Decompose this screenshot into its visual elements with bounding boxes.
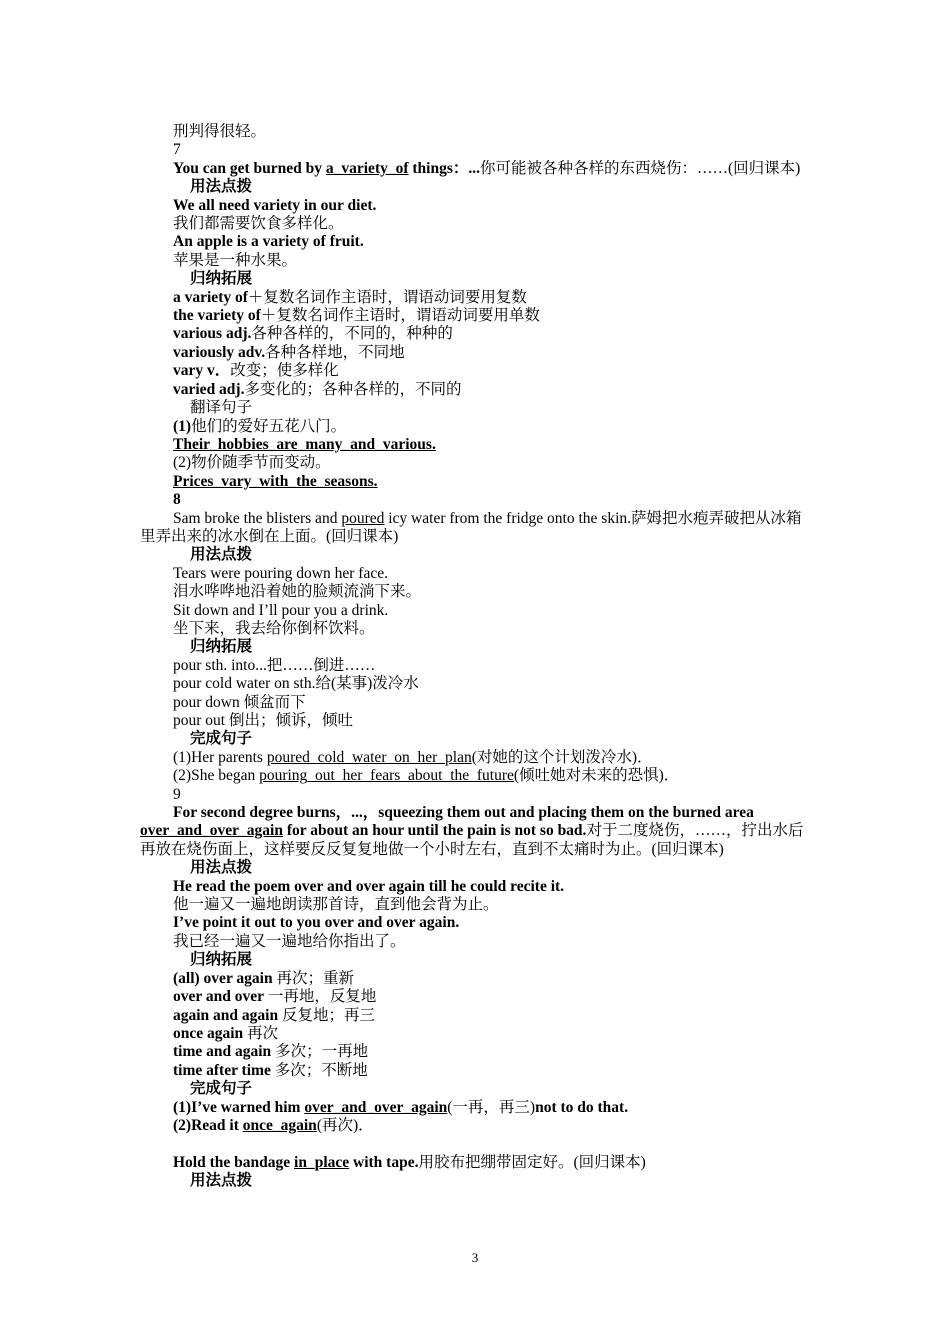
summary-item [140, 1062, 812, 1080]
exercise-answer: Their_hobbies_are_many_and_various. [173, 435, 436, 453]
key-phrase: poured [341, 509, 385, 527]
exercise-text: 他们的爱好五花八门。 [191, 417, 347, 435]
section-heading-usage: 用法点拨 [190, 859, 253, 877]
summary-meaning: 多次；一再地 [271, 1043, 369, 1061]
summary-item [140, 289, 812, 307]
summary-item [140, 307, 812, 325]
exercise-answer: Prices_vary_with_the_seasons. [173, 472, 378, 490]
summary-meaning: 各种各样地，不同地 [265, 343, 405, 361]
sentence-part: For second degree burns，...，squeezing them out and placing them on the burned area [173, 804, 754, 822]
example-sentence: Tears were pouring down her face. [173, 564, 388, 582]
sentence-part: You can get burned by [173, 159, 326, 177]
exercise-item [140, 767, 812, 785]
sentence-part: with tape. [349, 1153, 419, 1171]
key-sentence [140, 510, 812, 547]
example-translation: 苹果是一种水果。 [173, 251, 298, 269]
summary-term: over and over [173, 988, 264, 1006]
exercise-prompt [140, 454, 812, 472]
blank-line [140, 1135, 812, 1153]
sentence-part: for about an hour until the pain is not so bad. [282, 822, 587, 840]
exercise-text: (2)Read it [173, 1116, 243, 1134]
exercise-prompt [140, 418, 812, 436]
key-sentence [140, 804, 812, 859]
summary-item [140, 381, 812, 399]
exercise-hint: (一再，再三) [447, 1098, 536, 1116]
example-sentence: An apple is a variety of fruit. [173, 233, 364, 251]
key-phrase: over_and_over_again [140, 822, 283, 840]
example-sentence: I’ve point it out to you over and over again. [173, 914, 460, 932]
summary-item [140, 988, 812, 1006]
summary-term: once again [173, 1024, 244, 1042]
summary-term: a variety of [173, 288, 248, 306]
summary-term: the variety of [173, 307, 261, 325]
summary-meaning: ＋复数名词作主语时，谓语动词要用单数 [260, 307, 540, 325]
summary-term: (all) over again [173, 969, 273, 987]
summary-term: various adj. [173, 325, 252, 343]
sentence-part: things：... [408, 159, 481, 177]
example-sentence: Sit down and I’ll pour you a drink. [173, 601, 389, 619]
sentence-translation: 萨姆把水疱弄破把从冰箱里弄出来的冰水倒在上面。(回归课本) [140, 509, 802, 545]
example-translation: 我已经一遍又一遍地给你指出了。 [173, 932, 406, 950]
text-line: 刑判得很轻。 [173, 123, 267, 140]
section-heading-summary: 归纳拓展 [190, 638, 253, 656]
key-sentence [140, 1154, 812, 1172]
exercise-answer: once_again [242, 1116, 317, 1134]
summary-item [140, 1043, 812, 1061]
summary-term: vary v． [173, 362, 231, 380]
exercise-hint: (倾吐她对未来的恐惧)． [513, 767, 680, 785]
sentence-translation: 你可能被各种各样的东西烧伤：……(回归课本) [480, 159, 801, 177]
summary-item [140, 1025, 812, 1043]
example-translation: 泪水哗哗地沿着她的脸颊流淌下来。 [173, 583, 422, 601]
section-heading-complete: 完成句子 [190, 730, 253, 748]
summary-meaning: 改变；使多样化 [230, 362, 339, 380]
exercise-hint: (对她的这个计划泼冷水)． [471, 748, 653, 766]
summary-item [140, 362, 812, 380]
section-heading-summary: 归纳拓展 [190, 951, 253, 969]
item-number: 8 [173, 491, 181, 509]
summary-item: pour cold water on sth.给(某事)泼冷水 [173, 675, 419, 693]
summary-term: time and again [173, 1043, 272, 1061]
section-heading-usage: 用法点拨 [190, 546, 253, 564]
summary-item: pour down 倾盆而下 [173, 693, 306, 711]
summary-meaning: 再次 [243, 1024, 279, 1042]
exercise-text: (1)I’ve warned him [173, 1098, 305, 1116]
item-number: 9 [173, 785, 181, 803]
exercise-hint: (再次)． [316, 1116, 374, 1134]
exercise-answer: over_and_over_again [304, 1098, 448, 1116]
summary-meaning: 再次；重新 [272, 969, 354, 987]
summary-item [140, 970, 812, 988]
section-heading-summary: 归纳拓展 [190, 270, 253, 288]
summary-item [140, 1007, 812, 1025]
section-heading-translate: 翻译句子 [190, 399, 253, 417]
summary-meaning: 反复地；再三 [278, 1006, 375, 1024]
exercise-text: 物价随季节而变动。 [191, 454, 331, 472]
example-translation: 坐下来，我去给你倒杯饮料。 [173, 619, 375, 637]
sentence-part: Sam broke the blisters and [173, 509, 342, 527]
summary-meaning: 多变化的；各种各样的，不同的 [244, 380, 462, 398]
example-translation: 他一遍又一遍地朗读那首诗，直到他会背为止。 [173, 896, 499, 914]
sentence-part: icy water from the fridge onto the skin. [384, 509, 632, 527]
summary-meaning: 多次；不断地 [270, 1061, 368, 1079]
sentence-translation: 对于二度烧伤，……，拧出水后再放在烧伤面上，这样要反反复复地做一个小时左右，直到不太痛时为止。(回归课本) [140, 822, 804, 858]
example-sentence: He read the poem over and over again till he could recite it. [173, 877, 565, 895]
summary-item: pour sth. into...把……倒进…… [173, 656, 376, 674]
summary-term: variously adv. [173, 343, 266, 361]
summary-meaning: 各种各样的，不同的，种种的 [251, 325, 453, 343]
section-heading-usage: 用法点拨 [190, 1172, 253, 1190]
key-phrase: in_place [294, 1153, 350, 1171]
exercise-number: (2) [173, 454, 192, 472]
summary-meaning: 一再地，反复地 [263, 988, 377, 1006]
example-translation: 我们都需要饮食多样化。 [173, 215, 344, 233]
exercise-item [140, 1117, 812, 1135]
key-sentence [140, 160, 812, 178]
sentence-translation: 用胶布把绷带固定好。(回归课本) [418, 1153, 646, 1171]
example-sentence: We all need variety in our diet. [173, 196, 377, 214]
summary-term: again and again [173, 1006, 279, 1024]
item-number: 7 [173, 141, 181, 159]
summary-meaning: ＋复数名词作主语时，谓语动词要用复数 [247, 288, 527, 306]
exercise-number: (1) [173, 417, 192, 435]
key-phrase: a_variety_of [325, 159, 409, 177]
summary-term: time after time [173, 1061, 271, 1079]
exercise-item [140, 749, 812, 767]
exercise-answer: pouring_out_her_fears_about_the_future [259, 767, 514, 785]
summary-item: pour out 倒出；倾诉，倾吐 [173, 712, 353, 729]
page-content [140, 123, 812, 1191]
section-heading-usage: 用法点拨 [190, 178, 253, 196]
exercise-text: (1)Her parents [173, 748, 267, 766]
exercise-text: (2)She began [173, 767, 260, 785]
sentence-part: Hold the bandage [173, 1153, 295, 1171]
exercise-answer: poured_cold_water_on_her_plan [266, 748, 472, 766]
exercise-item [140, 1099, 812, 1117]
exercise-text: not to do that. [535, 1098, 629, 1116]
page-number: 3 [471, 1250, 479, 1265]
section-heading-complete: 完成句子 [190, 1080, 253, 1098]
summary-item [140, 344, 812, 362]
summary-item [140, 325, 812, 343]
summary-term: varied adj. [173, 380, 245, 398]
